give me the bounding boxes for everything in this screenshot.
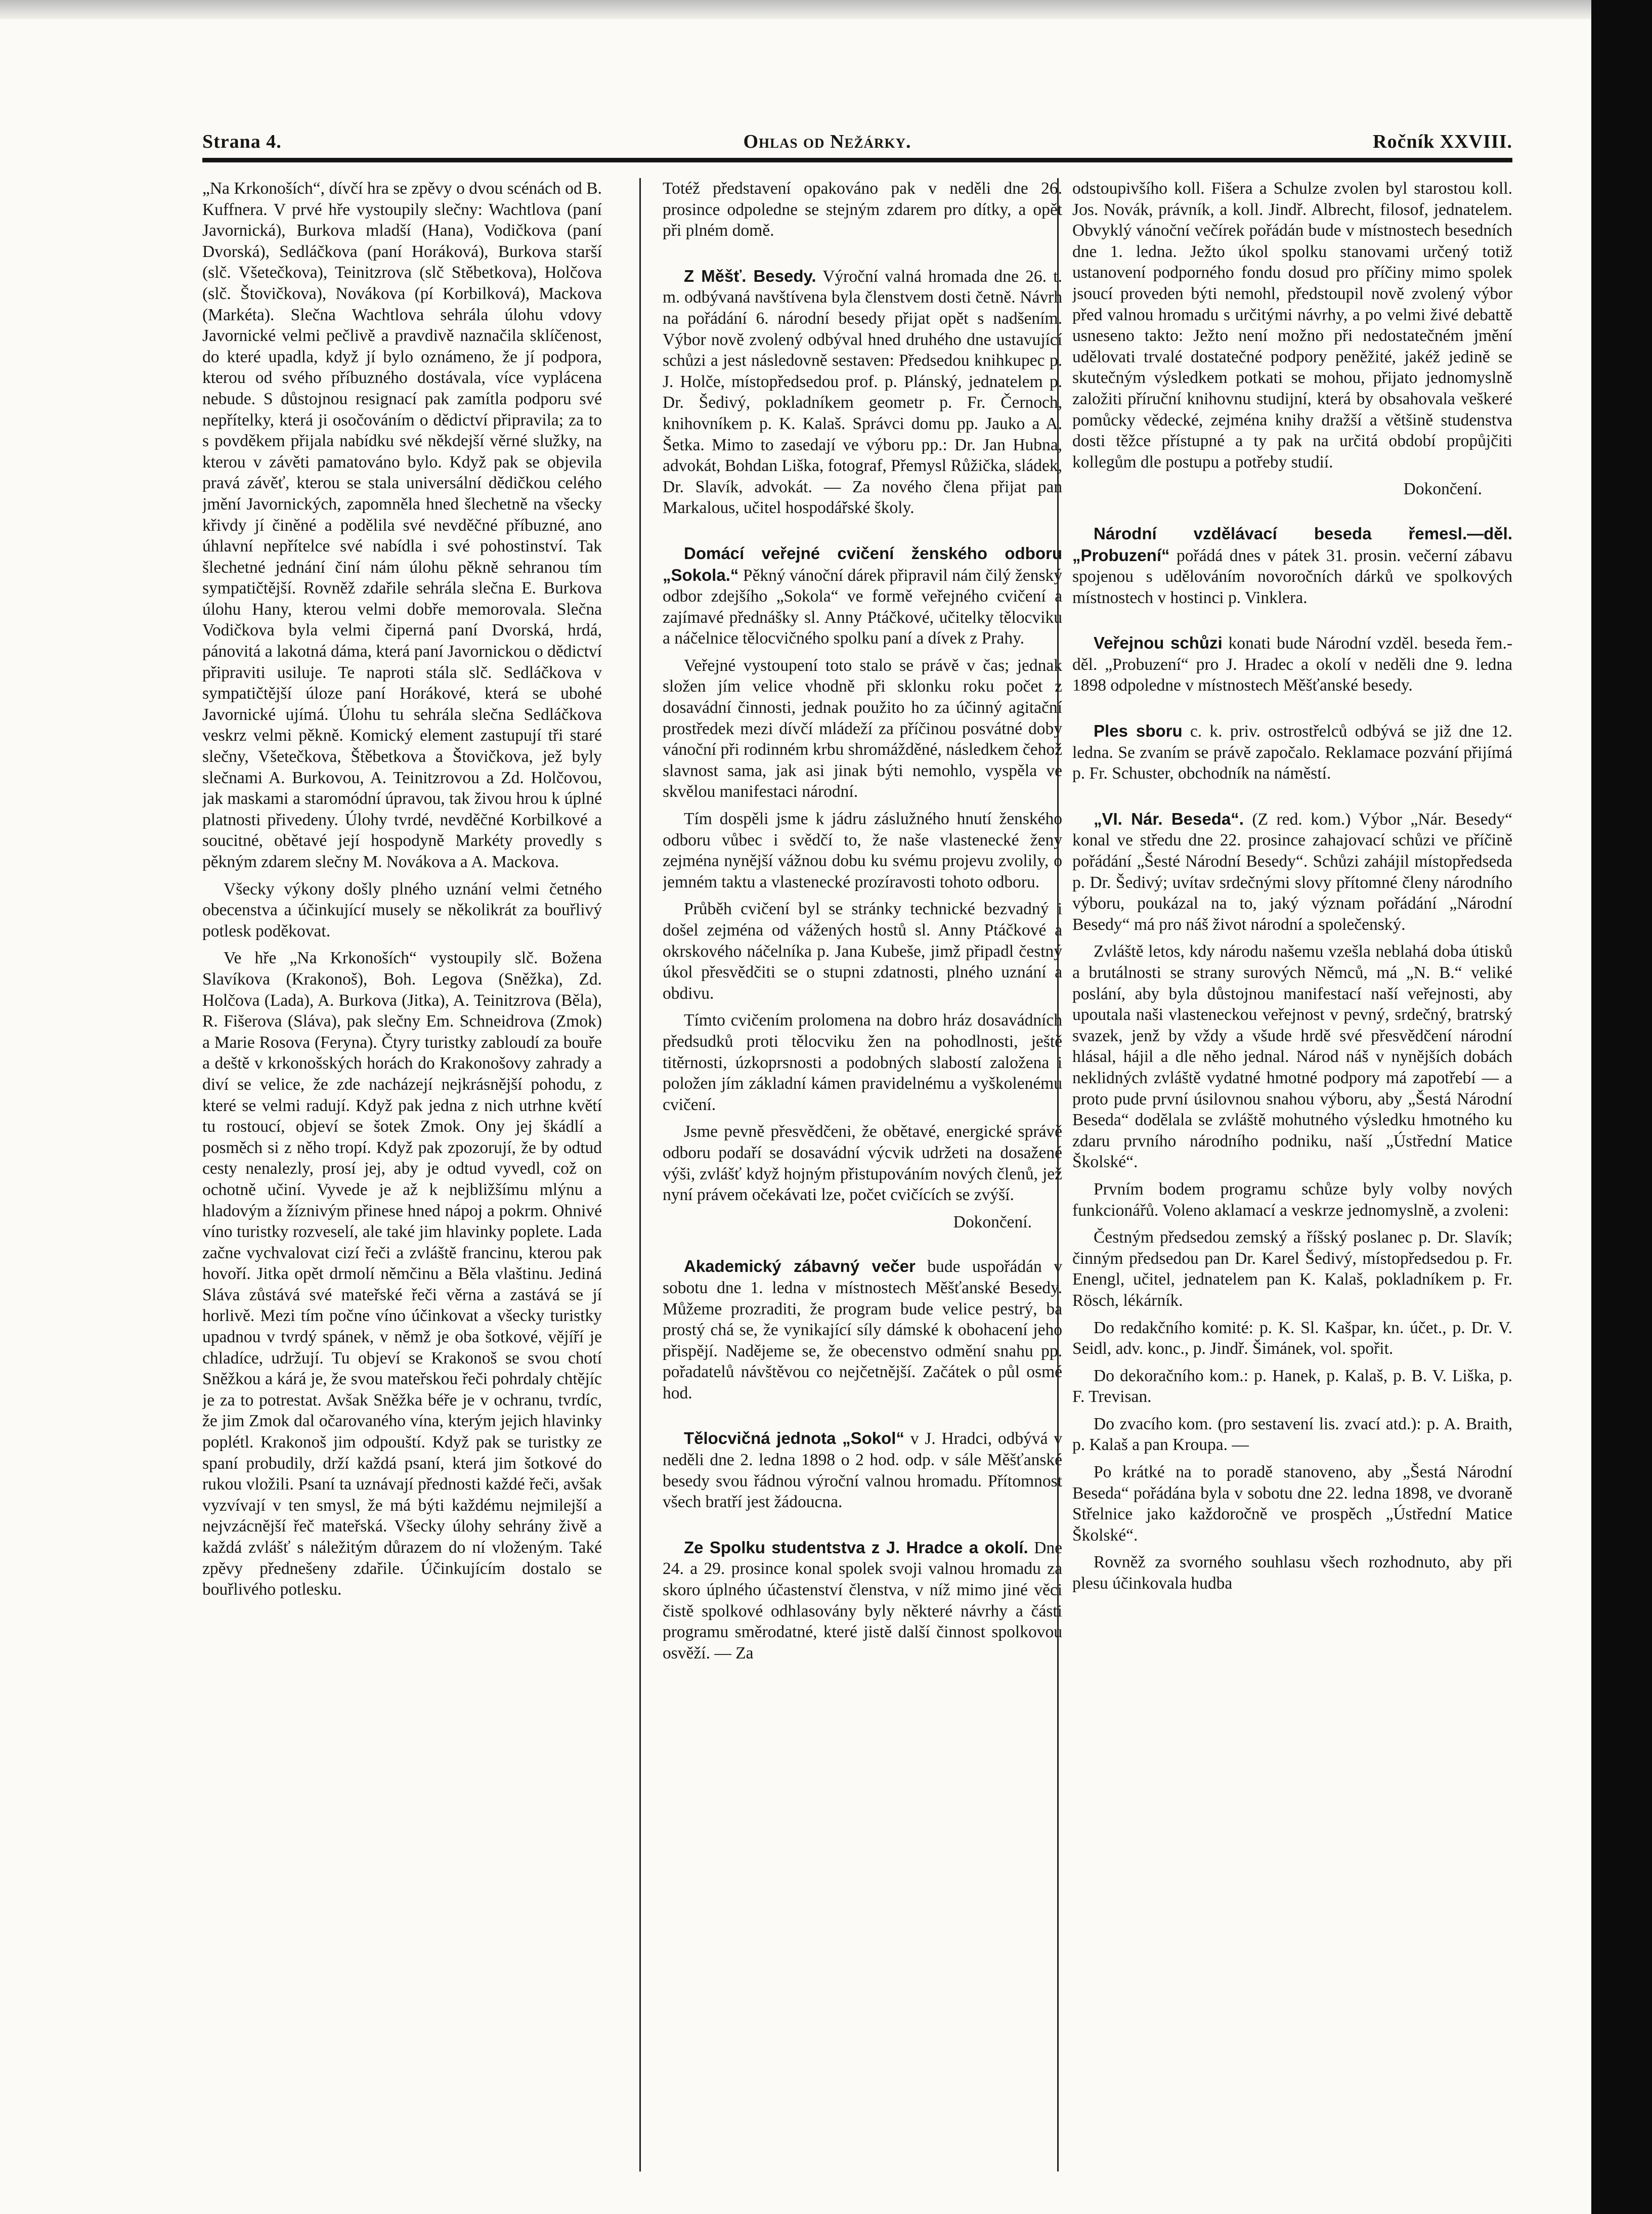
article-mestanska-beseda: [663, 266, 1062, 519]
article-heading: Ze Spolku studentstva z J. Hradce a okolí.: [684, 1538, 1028, 1557]
article-text: Jsme pevně přesvědčeni, že obětavé, energické správě odboru podaří se dosavádní výcvik udržeti na dosažené výši, zvlášť když hojným přistupováním nových členů, jež nyní právem očekávati lze, počet cvičících se zvýší.: [663, 1122, 1062, 1205]
article-text: Rovněž za svorného souhlasu všech rozhodnuto, aby při plesu účinkovala hudba: [1072, 1553, 1512, 1593]
article-narodni-beseda: [1072, 808, 1512, 935]
volume-number: Ročník XXVIII.: [1373, 131, 1512, 152]
article-text: v J. Hradci, odbývá v neděli dne 2. ledna 1898 o 2 hod. odp. v sále Měšťanské besedy svou řádnou výroční valnou hromadu. Přítomnost všech bratří jest žádoucna.: [663, 1429, 1062, 1512]
article-verejna-schuze: [1072, 632, 1512, 696]
article-separator: [1072, 702, 1512, 720]
column-2: [663, 178, 1062, 2182]
column-divider-1: [639, 178, 641, 2172]
continued-note: Dokončení.: [1403, 480, 1482, 499]
article-ples-sboru: [1072, 720, 1512, 784]
article-heading: Tělocvičná jednota „Sokol“: [684, 1429, 904, 1448]
article-text: Dne 24. a 29. prosince konal spolek svoji valnou hromadu za skoro úplného účastenství členstva, v níž mimo jiné věci čistě spolkové odhlasovány byly některé návrhy a části programu směrodatné, které jistě další činnost spolkovou osvěží. — Za: [663, 1538, 1062, 1663]
continued-note: Dokončení.: [953, 1212, 1032, 1231]
article-separator: [663, 247, 1062, 266]
article-separator: [1072, 614, 1512, 632]
article-text: c. k. priv. ostrostřelců odbývá se již dne 12. ledna. Se zvaním se právě započalo. Reklamace pozvání přijímá p. Fr. Schuster, obchodník na náměstí.: [1072, 722, 1512, 783]
article-separator: [1072, 790, 1512, 808]
column-3: [1072, 178, 1512, 2182]
article-text: Prvním bodem programu schůze byly volby nových funkcionářů. Voleno aklamací a veskrze jednomyslně, a zvoleni:: [1072, 1179, 1512, 1220]
article-text: odstoupivšího koll. Fišera a Schulze zvolen byl starostou koll. Jos. Novák, právník, a koll. Jindř. Albrecht, filosof, jednatelem. Obvyklý vánoční večírek pořádán bude v místnostech besedních dne 1. ledna. Ježto úkol spolku stanovami určený totiž ustanovení podporného fondu dosud pro příčiny mimo spolek jsoucí proveden býti nemohl, předstoupil nově zvolený výbor před valnou hromadu s určitými návrhy, a po velmi živé debattě usneseno takto: Ježto není možno při nedostatečném jmění udělovati trvalé dostatečné podpory peněžité, jakéž jedině se skutečným výsledkem potkati se mohou, přijato jednomyslně založiti příruční knihovnu studijní, která by obsahovala veškeré pomůcky vědecké, zejména knihy dražší a většině studenstva dosti těžce přístupné a ty pak na určitá období propůjčiti kollegům dle postupu a potřeby studií.: [1072, 179, 1512, 472]
article-separator: [663, 1410, 1062, 1428]
article-separator: [1072, 505, 1512, 523]
article-text: Tím dospěli jsme k jádru záslužného hnutí ženského odboru vůbec i svědčí to, že naše vlastenecké ženy zejména nynější vážnou dobu ku svému projevu zvolily, o jemném taktu a vlastenecké prozíravosti tohoto odboru.: [663, 810, 1062, 891]
article-heading: Národní vzdělávací beseda řemesl.—děl. „Probuzení“: [1072, 524, 1512, 565]
article-text: Do redakčního komité: p. K. Sl. Kašpar, kn. účet., p. Dr. V. Seidl, adv. konc., p. Jindř. Šimánek, vol. spořit.: [1072, 1318, 1512, 1358]
article-text: Průběh cvičení byl se stránky technické bezvadný i došel zejména od vážených hostů sl. Anny Ptáčkové a okrskového náčelníka p. Jana Kubeše, jimž připadl čestný úkol přesvědčiti se o stupni zdatnosti, plného uznání a obdivu.: [663, 900, 1062, 1003]
article-text: Do zvacího kom. (pro sestavení lis. zvací atd.): p. A. Braith, p. Kalaš a pan Kroupa. —: [1072, 1414, 1512, 1455]
article-telocvicna-jednota: [663, 1428, 1062, 1512]
article-separator: [663, 1238, 1062, 1256]
article-akademicky-vecer: [663, 1256, 1062, 1403]
article-spolek-studentstva: [663, 1537, 1062, 1664]
article-text: Pěkný vánoční dárek připravil nám čilý ženský odbor zdejšího „Sokola“ ve formě veřejného cvičení a zajímavé přednášky sl. Anny Ptáčkové, učitelky tělocviku a náčelnice tělocvičného spolku paní a dívek z Prahy.: [663, 566, 1062, 648]
newspaper-page: [202, 0, 1512, 2214]
article-separator: [663, 525, 1062, 543]
article-text: „Na Krkonoších“, dívčí hra se zpěvy o dvou scénách od B. Kuffnera. V prvé hře vystoupily slečny: Wachtlova (paní Javornická), Burkova mladší (Hana), Vodičkova (paní Dvorská), Sedláčkova (paní Horáková), Burkova starší (slč. Všetečkova), Teinitzrova (slč Stěbetkova), Holčova (slč. Štovičkova), Novákova (pí Korbilková), Mackova (Markéta). Slečna Wachtlova sehrála úlohu vdovy Javornické velmi pečlivě a pravdivě naznačila sklíčenost, do které upadla, když jí bylo oznámeno, že jí podpora, kterou od svého příbuzného dostávala, více vyplácena nebude. S důstojnou resignací pak zamítla podporu své nepřítelky, která ji osočováním o dědictví připravila; za to s povděkem přijala nabídku své někdejší věrné služky, na kterou v závěti pamatováno bylo. Když pak se objevila pravá závěť, kterou se stala universální dědičkou celého jmění Javornických, zapomněla hned šlechetně na všecky křivdy jí činěné a podělila své nevděčné příbuzné, ano úhlavní nepřítelce své nabídla i své pohostinství. Tak šlechetné jednání činí nám úlohu pěkně sehranou tím sympatičtější. Rovněž zdařile sehrála slečna E. Burkova úlohu Hany, kterou velmi dobře memorovala. Slečna Vodičkova byla velmi čiperná paní Dvorská, hrdá, pánovitá a lakotná dáma, která paní Javornickou o dědictví připraviti usiluje. Te naproti stála slč. Sedláčkova v sympatičtější úloze paní Horákové, která se ubohé Javornické ujímá. Úlohu tu sehrála slečna Sedláčkova veskrz velmi pěkně. Komický element zastupují tři staré slečny, Všetečkova, Štěbetkova a Štovičkova, jež byly slečnami A. Burkovou, A. Teinitzrovou a Zd. Holčovou, jak maskami a staromódní úpravou, tak živou hrou k úplné platnosti přivedeny. Úlohy tvrdé, nevděčné Korbilkové a soucitné, obětavé její hospodyně Markéty provedly s pěkným zdarem slečny M. Novákova a A. Mackova.: [202, 179, 602, 871]
article-separator: [663, 1519, 1062, 1537]
article-text: Po krátké na to poradě stanoveno, aby „Šestá Národní Beseda“ pořádána byla v sobotu dne 22. ledna 1898, ve dvoraně Střelnice jako každoročně ve prospěch „Ústřední Matice Školské“.: [1072, 1463, 1512, 1545]
article-text: Všecky výkony došly plného uznání velmi četného obecenstva a účinkující musely se několikrát za bouřlivý potlesk poděkovat.: [202, 879, 602, 941]
article-text: konati bude Národní vzděl. beseda řem.-děl. „Probuzení“ pro J. Hradec a okolí v neděli dne 9. ledna 1898 odpoledne v místnostech Měšťanské besedy.: [1072, 634, 1512, 695]
header-rule: [202, 158, 1512, 162]
article-text: Čestným předsedou zemský a říšský poslanec p. Dr. Slavík; činným předsedou pan Dr. Karel Šedivý, místopředsedou p. Fr. Enengl, učitel, jednatelem pan K. Kalaš, pokladníkem p. Fr. Rösch, lékárník.: [1072, 1228, 1512, 1310]
article-sokol-cviceni: [663, 543, 1062, 649]
article-heading: Domácí veřejné cvičení ženského odboru „Sokola.“: [663, 543, 1062, 584]
article-heading: Z Měšť. Besedy.: [684, 266, 816, 285]
article-text: (Z red. kom.) Výbor „Nár. Besedy“ konal ve středu dne 22. prosince zahajovací schůzi ve příčině pořádání „Šesté Národní Besedy“. Schůzi zahájil místopředseda p. Dr. Šedivý; uvítav srdečnými slovy přítomné členy národního výboru, poukázal na to, jaký význam pořádání „Národní Besedy“ má pro náš život národní a společenský.: [1072, 810, 1512, 934]
article-text: Do dekoračního kom.: p. Hanek, p. Kalaš, p. B. V. Liška, p. F. Trevisan.: [1072, 1366, 1512, 1407]
article-heading: Veřejnou schůzi: [1094, 633, 1223, 653]
column-1: [202, 178, 602, 2182]
article-text: Výroční valná hromada dne 26. t. m. odbývaná navštívena byla členstvem dosti četně. Návrh na pořádání 6. národní besedy přijat opět s nadšením. Výbor nově zvolený odbýval hned druhého dne ustavující schůzi a jest následovně sestaven: Předsedou knihkupec p. J. Holče, místopředsedou prof. p. Plánský, jednatelem p. Dr. Šedivý, pokladníkem geometr p. Fr. Černoch, knihovníkem p. K. Kalaš. Správci domu pp. Jauko a A. Šetka. Mimo to zasedají ve výboru pp.: Dr. Jan Hubna, advokát, Bohdan Liška, fotograf, Přemysl Růžička, sládek, Dr. Slavík, advokát. — Za nového člena přijat pan Markalous, učitel hospodářské školy.: [663, 267, 1062, 518]
scan-edge-right: [1591, 0, 1652, 2214]
article-text: Veřejné vystoupení toto stalo se právě v čas; jednak složen jím velice vhodně při sklonku roku počet z dosavádní činnosti, jednak použito ho za účinný agitační prostředek mezi dívčí mládeží za příčinou posvátné doby vánoční při rodinném krbu shromážděné, následkem čehož slavnost sama, jak asi jinak býti nemohlo, vyspěla ve skvělou manifestaci národní.: [663, 656, 1062, 801]
article-text: Totéž představení opakováno pak v neděli dne 26. prosince odpoledne se stejným zdarem pro dítky, a opět při plném domě.: [663, 179, 1062, 240]
article-text: pořádá dnes v pátek 31. prosin. večerní zábavu spojenou s udělováním novoročních dárků ve spolkových místnostech v hostinci p. Vinklera.: [1072, 546, 1512, 607]
page-header: [202, 121, 1512, 153]
article-text: Tímto cvičením prolomena na dobro hráz dosavádních předsudků proti tělocviku žen na pohodlnosti, ještě titěrnosti, úzkoprsnosti a podobných slabostí založena i položen jím základní kámen pravidelnému a vyškolenému cvičení.: [663, 1011, 1062, 1114]
masthead-title: Ohlas od Nežárky.: [743, 131, 911, 152]
article-text: Zvláště letos, kdy národu našemu vzešla neblahá doba útisků a brutálnosti se strany surových Němců, má „N. B.“ veliké poslání, aby byla důstojnou manifestací naší veřejnosti, aby upoutala naši vlasteneckou veřejnost v pevný, srdečný, bratrský svazek, jenž by vždy a všude hrdě své přesvědčení národní hlásal, hájil a dle něho jednal. Národ náš v nynějších dobách neklidných zvláště vydatné hmotné podpory má zapotřebí — a proto pude první úsilovnou snahou výboru, aby „Šestá Národní Beseda“ dodělala se zvláště mohutného výsledku hmotného ku zdaru prvního národního podniku, naší „Ústřední Matice Školské“.: [1072, 942, 1512, 1172]
article-heading: Akademický zábavný večer: [684, 1257, 916, 1276]
article-heading: Ples sboru: [1094, 721, 1183, 741]
article-probuzeni: [1072, 523, 1512, 608]
article-heading: „VI. Nár. Beseda“.: [1094, 809, 1244, 828]
page-number: Strana 4.: [202, 131, 282, 152]
article-text: bude uspořádán v sobotu dne 1. ledna v místnostech Měšťanské Besedy. Můžeme prozraditi, že program bude velice pestrý, ba prostý chá se, že vynikající síly dámské k obohacení jeho přispějí. Nadějeme se, že obecenstvo odmění snahu pp. pořadatelů návštěvou co nejčetnější. Začátek o půl osmé hod.: [663, 1257, 1062, 1402]
article-text: Ve hře „Na Krkonoších“ vystoupily slč. Božena Slavíkova (Krakonoš), Boh. Legova (Sněžka), Zd. Holčova (Lada), A. Burkova (Jitka), A. Teinitzrova (Běla), R. Fišerova (Sláva), pak slečny Em. Schneidrova (Zmok) a Marie Rosova (Feryna). Čtyry turistky zabloudí za bouře a deště v krkonošských horách do Krakonošovy zahrady a diví se velice, že zde nacházejí nejkrásnější pohodu, z které se velmi radují. Když pak jedna z nich utrhne květí tu rostoucí, objeví se šotek Zmok. Ony jej škádlí a posměch si z něho tropí. Když pak zpozorují, že by odtud cesty nenalezly, prosí jej, aby je odtud vyvedl, což on ochotně učiní. Vyvede je až k nejbližšímu mlýnu a hladovým a žíznivým přinese hned nápoj a pokrm. Ohnivé víno turistky rozveselí, ale také jim hlavinky poplete. Lada začne vychvalovat cizí řeči a zvláště francinu, kterou pak hovoří. Jitka opět drmolí němčinu a Běla vlaštinu. Jediná Sláva zůstává své mateřské řeči věrna a zastává se jí horlivě. Mezi tím počne víno účinkovat a všecky turistky upadnou v tvrdý spánek, v němž je oba šotkové, vějíří je chladíce, udržují. Tu objeví se Krakonoš se svou chotí Sněžkou a kárá je, že svou mateřskou řeči pohrdaly chtějíc je za to potrestat. Avšak Sněžka béře je v ochranu, tvrdíc, že jim Zmok dal očarovaného vína, kterým jejich hlavinky poplétl. Krakonoš jim odpouští. Když pak se turistky ze spaní probudily, drží každá psaní, která jim šotkové do rukou vložili. Psaní ta uznávají přednosti každé řeči, avšak vyzvívají v ten smysl, že má býti každému nejmilejší a nejvzácnější řeč mateřská. Všecky úlohy sehrány živě a každá zvlášť s náležitým důrazem do ní vloženým. Také zpěvy přednešeny zdařile. Účinkujícím dostalo se bouřlivého potlesku.: [202, 949, 602, 1599]
